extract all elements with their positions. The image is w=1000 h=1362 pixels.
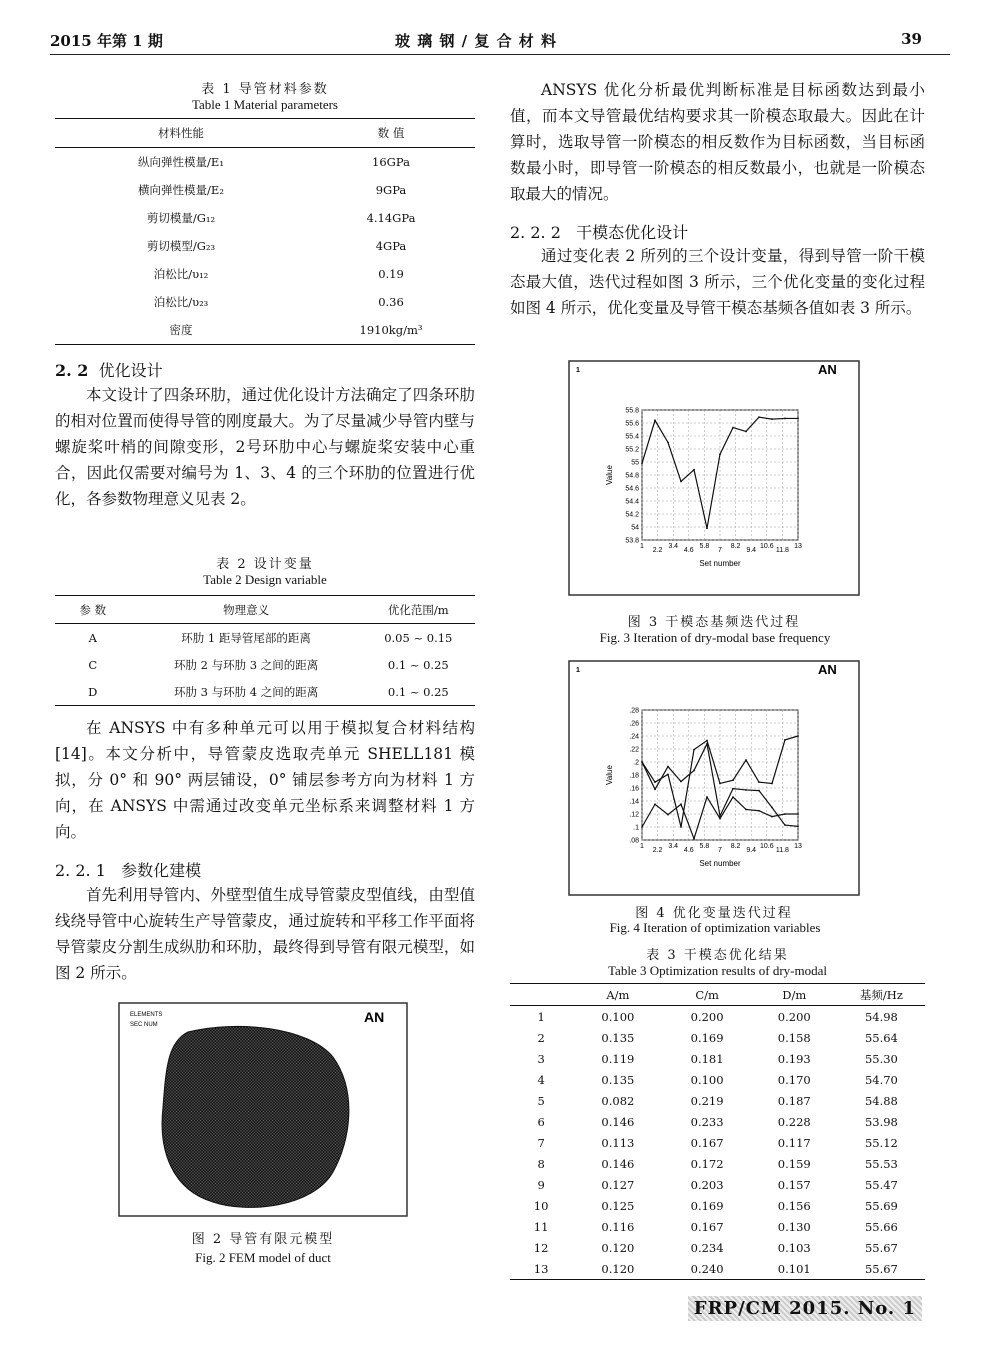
ansys-label: ELEMENTS: [130, 1012, 163, 1018]
table-cell: 横向弹性模量/E₂: [138, 183, 224, 197]
data-point: [667, 766, 669, 768]
table2-header: 物理意义: [223, 602, 270, 617]
y-tick-label: 54.2: [625, 511, 639, 519]
table-cell: 0.167: [690, 1219, 724, 1234]
fig2-caption-en: Fig. 2 FEM model of duct: [195, 1250, 331, 1265]
body-paragraph: 在 ANSYS 中有多种单元可以用于模拟复合材料结构[14]。本文分析中，导管蒙皮选取壳单元 SHELL181 模拟，分 0° 和 90° 两层铺设，0° 铺层参考方向为材料 1 方向，在 ANSYS 中需通过改变单元坐标系来调整材料 1 方向。: [55, 719, 475, 841]
data-point: [784, 824, 786, 826]
table-cell: 54.88: [864, 1093, 898, 1108]
table-cell: 0.200: [690, 1009, 724, 1024]
ansys-label: SEC NUM: [130, 1022, 158, 1028]
table-cell: 4.14GPa: [366, 211, 416, 225]
x-tick-label: 9.4: [746, 847, 757, 854]
table1-header: 材料性能: [158, 126, 204, 140]
data-point: [784, 739, 786, 741]
x-tick-label: 3.4: [668, 543, 679, 550]
ansys-corner-label: 1: [576, 667, 580, 674]
data-point: [693, 469, 695, 471]
data-point: [797, 418, 799, 420]
table-cell: 8: [537, 1156, 545, 1171]
table-cell: 3: [537, 1051, 545, 1066]
x-tick-label: 8.2: [730, 543, 741, 550]
data-point: [771, 783, 773, 785]
table-cell: 0.100: [690, 1072, 724, 1087]
table-cell: 0.172: [690, 1156, 724, 1171]
table-cell: 54.70: [864, 1072, 898, 1087]
table-cell: 12: [533, 1240, 549, 1255]
table-row: [55, 678, 475, 706]
header-rule: [50, 54, 950, 55]
y-tick-label: 54: [631, 524, 639, 532]
running-header-issue: 2015 年第 1 期: [50, 32, 163, 50]
data-point: [719, 818, 721, 820]
data-point: [680, 803, 682, 805]
table-cell: A: [88, 630, 97, 645]
x-tick-label: 7: [718, 547, 722, 554]
table-row: [55, 232, 475, 260]
table-cell: 55.67: [864, 1261, 898, 1276]
table-cell: 环肋 3 与环肋 4 之间的距离: [173, 684, 319, 699]
table3-caption-en: Table 3 Optimization results of dry-modal: [608, 963, 827, 978]
table-cell: 0.146: [601, 1156, 635, 1171]
y-tick-label: 55.6: [625, 420, 639, 428]
table-cell: 环肋 1 距导管尾部的距离: [181, 630, 311, 645]
table-cell: 55.69: [864, 1198, 898, 1213]
data-point: [758, 790, 760, 792]
data-point: [758, 781, 760, 783]
x-tick-label: 5.8: [699, 543, 710, 550]
x-tick-label: 7: [718, 847, 722, 854]
data-point: [654, 781, 656, 783]
table-cell: 0.082: [601, 1093, 635, 1108]
section-title: 干模态优化设计: [576, 223, 689, 242]
table1-header: 数 值: [377, 126, 405, 140]
data-point: [745, 759, 747, 761]
table3-header: A/m: [606, 987, 630, 1002]
table-row: [55, 260, 475, 288]
data-point: [667, 814, 669, 816]
y-tick-label: .1: [633, 824, 639, 832]
y-tick-label: 55.4: [625, 433, 639, 441]
table3-header: D/m: [782, 987, 807, 1002]
table-cell: 55.47: [864, 1177, 898, 1192]
fig4-caption-cn: 图 4 优化变量迭代过程: [635, 906, 793, 921]
y-tick-label: 53.8: [625, 537, 639, 545]
table-cell: 0.240: [690, 1261, 724, 1276]
data-point: [654, 803, 656, 805]
section-title: 参数化建模: [121, 861, 202, 880]
data-point: [771, 418, 773, 420]
data-point: [758, 810, 760, 812]
data-point: [732, 796, 734, 798]
x-tick-label: 8.2: [730, 843, 741, 850]
fig2-caption-cn: 图 2 导管有限元模型: [191, 1232, 335, 1247]
table-row: [510, 1237, 925, 1258]
data-point: [706, 740, 708, 742]
data-point: [745, 809, 747, 811]
table-row: [510, 1111, 925, 1132]
fig3-caption-en: Fig. 3 Iteration of dry-modal base frequency: [599, 630, 831, 645]
table-cell: 环肋 2 与环肋 3 之间的距离: [173, 657, 319, 672]
table-cell: 0.120: [601, 1240, 635, 1255]
x-tick-label: 10.6: [759, 543, 774, 550]
table-cell: 0.130: [777, 1219, 811, 1234]
table-cell: 6: [537, 1114, 545, 1129]
table-cell: 0.125: [601, 1198, 635, 1213]
table-cell: 0.157: [777, 1177, 811, 1192]
y-tick-label: .18: [629, 772, 639, 780]
table-cell: 0.181: [690, 1051, 724, 1066]
table1-caption-cn: 表 1 导管材料参数: [201, 82, 329, 97]
table3-header: 基频/Hz: [859, 987, 903, 1002]
table-row: [55, 176, 475, 204]
table-row: [510, 1258, 925, 1280]
x-tick-label: 13: [794, 843, 802, 850]
x-axis-label: Set number: [699, 859, 741, 868]
table-cell: 4: [537, 1072, 545, 1087]
table2-caption-en: Table 2 Design variable: [203, 572, 327, 587]
table-cell: 53.98: [864, 1114, 898, 1129]
table-row: [55, 316, 475, 345]
table3: [510, 983, 925, 1280]
table2-caption-cn: 表 2 设计变量: [216, 557, 314, 572]
table-cell: 0.116: [601, 1219, 635, 1234]
y-axis-label: Value: [605, 765, 614, 785]
table-cell: 0.219: [690, 1093, 724, 1108]
x-tick-label: 9.4: [746, 547, 757, 554]
table-cell: 55.64: [864, 1030, 898, 1045]
data-point: [771, 807, 773, 809]
data-point: [719, 453, 721, 455]
table1-caption-en: Table 1 Material parameters: [192, 97, 338, 112]
section-heading: [55, 358, 163, 381]
table-cell: 2: [537, 1030, 545, 1045]
table-cell: 0.127: [601, 1177, 635, 1192]
table-cell: 0.100: [601, 1009, 635, 1024]
x-tick-label: 11.8: [775, 847, 789, 854]
table-cell: 55.66: [864, 1219, 898, 1234]
y-tick-label: 55.2: [625, 446, 639, 454]
body-paragraph: 本文设计了四条环肋，通过优化设计方法确定了四条环肋的相对位置而使得导管的刚度最大。为了尽量减少导管内壁与螺旋桨叶梢的间隙变形，2号环肋中心与螺旋桨安装中心重合，因此仅需要对编号为 1、3、4 的三个环肋的位置进行优化，各参数物理意义见表 2。: [55, 386, 475, 508]
y-tick-label: 54.6: [625, 485, 639, 493]
ansys-logo: AN: [364, 1009, 385, 1025]
table-cell: D: [88, 684, 98, 699]
table-cell: 0.05 ~ 0.15: [384, 630, 453, 645]
table-cell: 0.120: [601, 1261, 635, 1276]
table-cell: 54.98: [864, 1009, 898, 1024]
y-tick-label: 54.8: [625, 472, 639, 480]
data-point: [654, 788, 656, 790]
data-point: [693, 770, 695, 772]
table-cell: 0.228: [777, 1114, 811, 1129]
y-tick-label: .2: [633, 759, 639, 767]
data-point: [667, 773, 669, 775]
table-cell: 密度: [169, 323, 193, 337]
y-tick-label: 55: [631, 459, 639, 467]
table-cell: 55.12: [864, 1135, 898, 1150]
table-cell: 泊松比/υ₂₃: [153, 295, 209, 309]
data-point: [719, 815, 721, 817]
running-header-journal: 玻 璃 钢 / 复 合 材 料: [395, 32, 558, 50]
table-cell: 0.233: [690, 1114, 724, 1129]
y-tick-label: .14: [629, 798, 639, 806]
data-point: [784, 813, 786, 815]
data-point: [641, 826, 643, 828]
table-cell: 1: [537, 1009, 545, 1024]
table-row: [55, 204, 475, 232]
table-cell: C: [88, 657, 98, 672]
table-cell: 剪切模型/G₂₃: [146, 239, 216, 253]
x-tick-label: 11.8: [775, 547, 789, 554]
ansys-logo: AN: [818, 662, 837, 677]
data-point: [797, 735, 799, 737]
table-cell: 9GPa: [375, 183, 407, 197]
table-cell: 5: [537, 1093, 545, 1108]
table-cell: 0.146: [601, 1114, 635, 1129]
y-tick-label: .24: [629, 733, 639, 741]
y-tick-label: 55.8: [625, 407, 639, 415]
table-cell: 剪切模量/G₁₂: [146, 211, 216, 225]
x-tick-label: 1: [640, 543, 644, 550]
ansys-logo: AN: [818, 362, 837, 377]
table-cell: 0.101: [777, 1261, 811, 1276]
table-cell: 0.19: [378, 267, 404, 281]
table2-header: 参 数: [79, 602, 107, 617]
body-paragraph: 首先利用导管内、外壁型值生成导管蒙皮型值线，由型值线绕导管中心旋转生产导管蒙皮，通过旋转和平移工作平面将导管蒙皮分割生成纵肋和环肋，最终得到导管有限元模型，如图 2 所示。: [55, 886, 475, 982]
table-cell: 0.156: [777, 1198, 811, 1213]
data-point: [693, 749, 695, 751]
x-tick-label: 4.6: [683, 847, 694, 854]
fig3-caption-cn: 图 3 干模态基频迭代过程: [627, 615, 801, 630]
data-point: [641, 761, 643, 763]
table-cell: 泊松比/υ₁₂: [153, 267, 209, 281]
data-point: [680, 481, 682, 483]
table-cell: 0.113: [601, 1135, 635, 1150]
table-cell: 0.169: [690, 1198, 724, 1213]
table-cell: 4GPa: [375, 239, 407, 253]
table-cell: 0.169: [690, 1030, 724, 1045]
section-number: 2. 2. 2: [510, 223, 561, 242]
table-cell: 0.193: [777, 1051, 811, 1066]
ansys-corner-label: 1: [576, 367, 580, 374]
data-point: [706, 527, 708, 529]
x-tick-label: 1: [640, 843, 644, 850]
data-point: [758, 416, 760, 418]
table-row: [510, 1006, 925, 1028]
table-row: [510, 1090, 925, 1111]
data-point: [732, 779, 734, 781]
x-tick-label: 2.2: [652, 847, 663, 854]
x-tick-label: 10.6: [759, 843, 774, 850]
x-tick-label: 4.6: [683, 547, 694, 554]
table-cell: 13: [533, 1261, 549, 1276]
table-cell: 55.53: [864, 1156, 898, 1171]
data-point: [706, 743, 708, 745]
y-tick-label: .28: [629, 707, 639, 715]
table-cell: 纵向弹性模量/E₁: [138, 155, 224, 169]
table-row: [55, 651, 475, 678]
table-cell: 0.187: [777, 1093, 811, 1108]
section-title: 优化设计: [98, 361, 163, 380]
table-cell: 55.67: [864, 1240, 898, 1255]
y-tick-label: .26: [629, 720, 639, 728]
table-cell: 0.1 ~ 0.25: [387, 684, 449, 699]
data-point: [641, 462, 643, 464]
data-point: [771, 816, 773, 818]
table-row: [510, 1216, 925, 1237]
dry-modal-frequency-chart: [568, 360, 860, 596]
table-cell: 0.200: [777, 1009, 811, 1024]
table1: [55, 118, 475, 345]
subsection-heading: [55, 858, 201, 881]
table-cell: 7: [537, 1135, 545, 1150]
table-row: [55, 624, 475, 652]
table-cell: 0.170: [777, 1072, 811, 1087]
data-point: [719, 783, 721, 785]
x-tick-label: 3.4: [668, 843, 679, 850]
data-point: [667, 442, 669, 444]
table-cell: 55.30: [864, 1051, 898, 1066]
table-row: [55, 288, 475, 316]
data-point: [706, 796, 708, 798]
page-number: 39: [901, 30, 922, 48]
table-row: [510, 1174, 925, 1195]
table3-header: C/m: [695, 987, 719, 1002]
table3-caption-cn: 表 3 干模态优化结果: [646, 948, 789, 963]
journal-footer-badge: FRP/CM 2015. No. 1: [688, 1296, 922, 1321]
data-point: [654, 420, 656, 422]
y-tick-label: .16: [629, 785, 639, 793]
data-point: [745, 789, 747, 791]
data-point: [693, 838, 695, 840]
table-row: [55, 148, 475, 177]
x-axis-label: Set number: [699, 559, 741, 568]
y-tick-label: 54.4: [625, 498, 639, 506]
data-point: [732, 427, 734, 429]
table-cell: 0.1 ~ 0.25: [387, 657, 449, 672]
table-cell: 0.159: [777, 1156, 811, 1171]
fem-model-figure: [118, 1002, 408, 1217]
table-cell: 9: [537, 1177, 545, 1192]
y-tick-label: .08: [629, 837, 639, 845]
y-tick-label: .22: [629, 746, 639, 754]
table2-header: 优化范围/m: [387, 602, 449, 617]
x-tick-label: 2.2: [652, 547, 663, 554]
table-cell: 0.135: [601, 1072, 635, 1087]
y-axis-label: Value: [605, 465, 614, 485]
data-point: [680, 781, 682, 783]
data-point: [797, 825, 799, 827]
table-cell: 16GPa: [372, 155, 410, 169]
table-row: [510, 1048, 925, 1069]
body-paragraph: ANSYS 优化分析最优判断标准是目标函数达到最小值，而本文导管最优结构要求其一阶模态取最大。因此在计算时，选取导管一阶模态的相反数作为目标函数，当目标函数最小时，即导管一阶模态的相反数最小，也就是一阶模态取最大的情况。: [510, 81, 925, 203]
table-cell: 0.117: [777, 1135, 811, 1150]
table-row: [510, 1069, 925, 1090]
table-cell: 0.234: [690, 1240, 724, 1255]
section-number: 2. 2: [55, 361, 89, 380]
data-point: [797, 813, 799, 815]
subsection-heading: [510, 220, 688, 243]
table-cell: 0.203: [690, 1177, 724, 1192]
table-cell: 11: [533, 1219, 549, 1234]
table-cell: 0.135: [601, 1030, 635, 1045]
section-number: 2. 2. 1: [55, 861, 106, 880]
table-cell: 0.36: [378, 295, 404, 309]
table-row: [510, 1195, 925, 1216]
fig4-caption-en: Fig. 4 Iteration of optimization variables: [609, 920, 821, 935]
table-row: [510, 1027, 925, 1048]
table-cell: 0.167: [690, 1135, 724, 1150]
table-cell: 0.119: [601, 1051, 635, 1066]
data-point: [680, 826, 682, 828]
table-cell: 0.103: [777, 1240, 811, 1255]
optimization-variables-chart: [568, 660, 860, 896]
table3-header: [510, 984, 572, 1006]
table-cell: 10: [533, 1198, 549, 1213]
data-point: [745, 431, 747, 433]
table-cell: 1910kg/m³: [359, 323, 423, 337]
duct-mesh-shape: [162, 1026, 349, 1207]
data-point: [732, 788, 734, 790]
table-row: [510, 1153, 925, 1174]
data-point: [784, 418, 786, 420]
table-cell: 0.158: [777, 1030, 811, 1045]
table-row: [510, 1132, 925, 1153]
body-paragraph: 通过变化表 2 所列的三个设计变量，得到导管一阶干模态最大值，迭代过程如图 3 所示，三个优化变量的变化过程如图 4 所示，优化变量及导管干模态基频各值如表 3 所示。: [510, 247, 925, 317]
y-tick-label: .12: [629, 811, 639, 819]
x-tick-label: 13: [794, 543, 802, 550]
x-tick-label: 5.8: [699, 843, 710, 850]
table2: [55, 595, 475, 706]
